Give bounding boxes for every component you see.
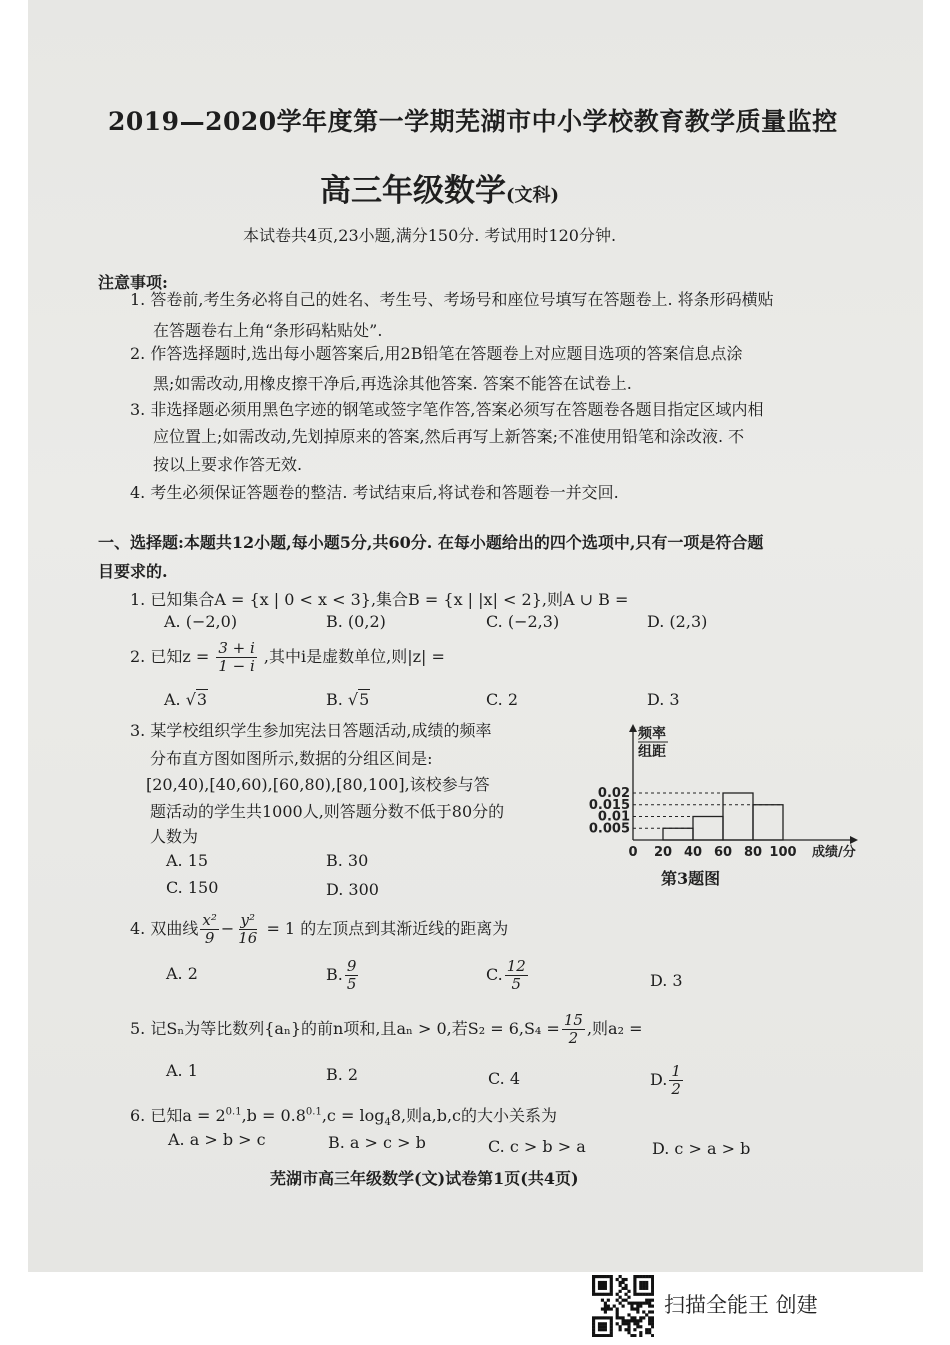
q6-exp-1: 0.1: [225, 1106, 242, 1118]
y-tick-label: 0.005: [588, 821, 630, 837]
note-1-line-1: 1. 答卷前,考生务必将自己的姓名、考生号、考场号和座位号填写在答题卷上. 将条形码横贴: [130, 290, 774, 309]
qr-code-icon: [592, 1275, 654, 1337]
subject-title: 高三年级数学: [320, 173, 506, 209]
histogram-bar: [753, 805, 783, 840]
section-heading-cont: 目要求的.: [98, 562, 168, 581]
page-footer: 芜湖市高三年级数学(文)试卷第1页(共4页): [270, 1169, 579, 1188]
x-tick-label: 60: [713, 845, 733, 860]
q4-option-b: [326, 958, 360, 993]
q4-frac-x-den: 9: [204, 929, 215, 947]
subject-tag: (文科): [506, 185, 560, 206]
x-axis-label: 成绩/分: [812, 845, 856, 860]
q3-option-b: B. 30: [326, 851, 369, 870]
q3-line-5: 人数为: [150, 827, 199, 846]
q2-pre: 2. 已知z =: [130, 647, 210, 666]
q3-line-3: [20,40),[40,60),[60,80),[80,100],该校参与答: [146, 775, 490, 794]
q6-stem: [130, 1103, 557, 1128]
q3-option-a: A. 15: [166, 851, 209, 870]
x-tick-label: 0: [628, 845, 638, 860]
q6-option-c: C. c > b > a: [488, 1137, 586, 1156]
y-tick-label: 0.015: [588, 797, 630, 813]
exam-title: 2019—2020学年度第一学期芜湖市中小学校教育教学质量监控: [108, 107, 838, 136]
q5-option-a: A. 1: [166, 1061, 198, 1080]
histogram-bar: [723, 793, 753, 840]
q3-option-d: D. 300: [326, 880, 379, 899]
exam-info: 本试卷共4页,23小题,满分150分. 考试用时120分钟.: [243, 226, 617, 245]
q2-post: ,其中i是虚数单位,则|z| =: [263, 647, 445, 666]
q6-part-3: ,c = log: [321, 1106, 385, 1125]
q1-option-d: D. (2,3): [647, 612, 708, 631]
q1-option-c: C. (−2,3): [486, 612, 560, 631]
q4-frac-y-num: y²: [240, 911, 256, 929]
q4-option-c-label: C.: [486, 965, 503, 984]
q4-option-b-den: 5: [346, 975, 357, 993]
q4-option-c: [486, 958, 530, 993]
q4-post: = 1 的左顶点到其渐近线的距离为: [266, 919, 509, 938]
q2-stem: [130, 640, 445, 675]
q6-log-base: 4: [384, 1117, 391, 1129]
q2-frac-num: 3 + i: [218, 639, 255, 657]
q5-fraction: [562, 1012, 585, 1047]
histogram-bar: [693, 817, 723, 841]
histogram-bar: [663, 828, 693, 840]
q4-minus: −: [220, 919, 235, 938]
q2-fraction: [216, 640, 256, 675]
q3-option-c: C. 150: [166, 878, 219, 897]
q3-line-2: 分布直方图如图所示,数据的分组区间是:: [150, 749, 433, 768]
x-tick-label: 100: [769, 845, 797, 860]
q2-option-b: B. √5: [326, 690, 370, 709]
y-tick-label: 0.01: [597, 809, 630, 825]
q4-option-c-num: 12: [506, 957, 526, 975]
q2-frac-den: 1 − i: [218, 657, 255, 675]
y-tick-label: 0.02: [597, 786, 630, 801]
q3-line-1: 3. 某学校组织学生参加宪法日答题活动,成绩的频率: [130, 721, 492, 740]
q4-option-d: D. 3: [650, 971, 683, 990]
q4-option-b-num: 9: [346, 957, 357, 975]
q4-option-b-frac: [345, 958, 359, 993]
q1-option-b: B. (0,2): [326, 612, 386, 631]
x-tick-label: 80: [743, 845, 763, 860]
figure-caption: 第3题图: [661, 869, 721, 888]
q5-option-b: B. 2: [326, 1065, 359, 1084]
q1-option-a: A. (−2,0): [164, 612, 238, 631]
q5-option-d-label: D.: [650, 1070, 668, 1089]
note-3-line-3: 按以上要求作答无效.: [153, 455, 303, 474]
q5-frac-den: 2: [568, 1029, 579, 1047]
q2-option-a-label: A.: [164, 690, 181, 709]
q6-option-b: B. a > c > b: [328, 1133, 426, 1152]
q5-option-c: C. 4: [488, 1069, 521, 1088]
q4-fraction-x: [200, 912, 218, 947]
section-heading: 一、选择题:本题共12小题,每小题5分,共60分. 在每小题给出的四个选项中,只有一项是符合题: [98, 533, 764, 552]
x-tick-label: 40: [683, 845, 703, 860]
scanner-watermark: 扫描全能王 创建: [664, 1293, 818, 1317]
y-label-top: 频率: [638, 726, 666, 742]
note-2-line-1: 2. 作答选择题时,选出每小题答案后,用2B铅笔在答题卷上对应题目选项的答案信息点涂: [130, 344, 743, 363]
q5-option-d: [650, 1063, 685, 1098]
q4-frac-x-num: x²: [202, 911, 217, 929]
q5-option-d-den: 2: [671, 1080, 681, 1098]
q5-frac-num: 15: [563, 1011, 583, 1029]
x-axis-arrow: [850, 836, 858, 844]
note-3-line-2: 应位置上;如需改动,先划掉原来的答案,然后再写上新答案;不准使用铅笔和涂改液. 不: [153, 427, 745, 446]
q6-part-4: 8,则a,b,c的大小关系为: [390, 1106, 558, 1125]
q1-stem: 1. 已知集合A = {x | 0 < x < 3},集合B = {x | |x| < 2},则A ∪ B =: [130, 590, 629, 609]
q2-option-a: A. √3: [164, 690, 208, 709]
q2-option-c: C. 2: [486, 690, 519, 709]
q2-option-a-sqrt: 3: [196, 690, 208, 709]
frequency-histogram: [588, 722, 888, 892]
q5-stem: [130, 1012, 642, 1047]
exam-subject: [320, 165, 559, 210]
q5-option-d-num: 1: [671, 1062, 681, 1080]
note-4: 4. 考生必须保证答题卷的整洁. 考试结束后,将试卷和答题卷一并交回.: [130, 483, 619, 502]
q4-pre: 4. 双曲线: [130, 919, 199, 938]
q4-option-c-den: 5: [511, 975, 522, 993]
q4-frac-y-den: 16: [238, 929, 258, 947]
q2-option-b-sqrt: 5: [359, 690, 370, 709]
q5-post: ,则a₂ =: [586, 1019, 643, 1038]
y-axis-arrow: [629, 724, 637, 732]
q4-option-c-frac: [505, 958, 528, 993]
q5-option-d-frac: [669, 1063, 683, 1098]
q4-option-b-label: B.: [326, 965, 343, 984]
x-tick-label: 20: [653, 845, 673, 860]
q4-fraction-y: [236, 912, 259, 947]
q6-part-1: 6. 已知a = 2: [130, 1106, 226, 1125]
note-3-line-1: 3. 非选择题必须用黑色字迹的钢笔或签字笔作答,答案必须写在答题卷各题目指定区域内相: [130, 400, 764, 419]
notes-heading: 注意事项:: [98, 273, 168, 292]
q6-exp-2: 0.1: [305, 1106, 322, 1118]
q2-option-d: D. 3: [647, 690, 680, 709]
q3-line-4: 题活动的学生共1000人,则答题分数不低于80分的: [150, 802, 505, 821]
q2-option-b-label: B.: [326, 690, 343, 709]
q6-option-a: A. a > b > c: [168, 1130, 266, 1149]
q4-option-a: A. 2: [166, 964, 198, 983]
q4-stem: [130, 912, 508, 947]
exam-paper: [28, 0, 923, 1272]
q6-part-2: ,b = 0.8: [241, 1106, 306, 1125]
y-label-bottom: 组距: [638, 744, 666, 760]
q5-pre: 5. 记Sₙ为等比数列{aₙ}的前n项和,且aₙ > 0,若S₂ = 6,S₄ =: [130, 1019, 560, 1038]
note-2-line-2: 黑;如需改动,用橡皮擦干净后,再选涂其他答案. 答案不能答在试卷上.: [153, 374, 632, 393]
note-1-line-2: 在答题卷右上角“条形码粘贴处”.: [153, 321, 383, 340]
q6-option-d: D. c > a > b: [652, 1139, 751, 1158]
